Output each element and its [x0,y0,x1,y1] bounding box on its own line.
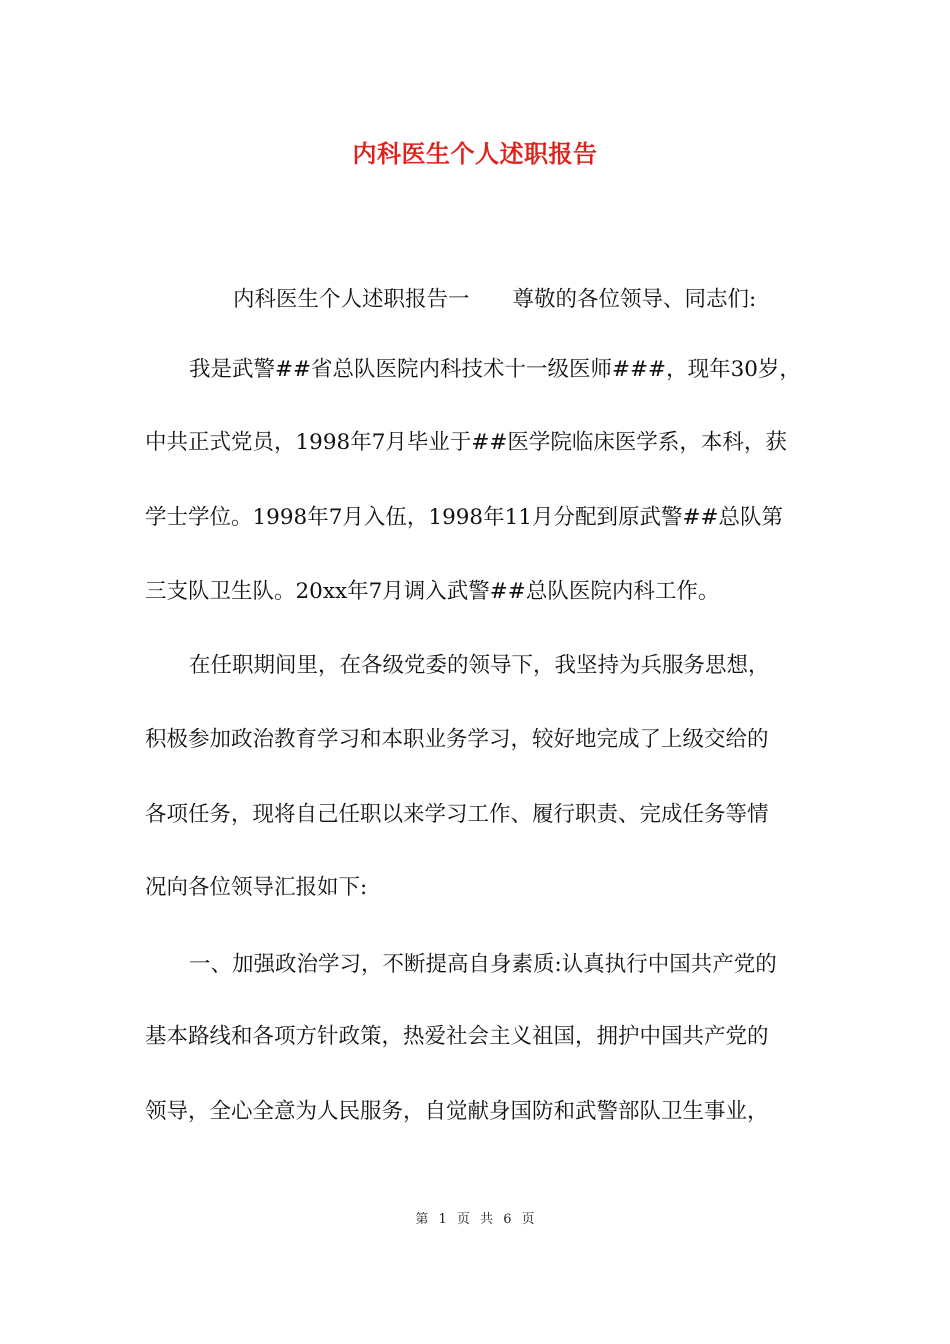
document-title: 内科医生个人述职报告 [352,139,598,168]
paragraph-line: 内科医生个人述职报告一 尊敬的各位领导、同志们: [233,287,757,312]
paragraph-line: 基本路线和各项方针政策，热爱社会主义祖国，拥护中国共产党的 [145,1024,769,1049]
paragraph-line: 况向各位领导汇报如下: [145,875,368,900]
paragraph-line: 一、加强政治学习，不断提高自身素质:认真执行中国共产党的 [189,952,777,977]
paragraph-line: 领导，全心全意为人民服务，自觉献身国防和武警部队卫生事业， [145,1099,769,1124]
paragraph-line: 在任职期间里，在各级党委的领导下，我坚持为兵服务思想， [189,653,770,678]
paragraph-line: 三支队卫生队。20xx年7月调入武警##总队医院内科工作。 [145,579,720,604]
paragraph-line: 我是武警##省总队医院内科技术十一级医师###，现年30岁， [189,357,801,382]
paragraph-line: 学士学位。1998年7月入伍，1998年11月分配到原武警##总队第 [145,505,784,530]
paragraph-line: 中共正式党员，1998年7月毕业于##医学院临床医学系，本科，获 [145,430,787,455]
page-footer: 第 1 页 共 6 页 [415,1212,535,1227]
paragraph-line: 各项任务，现将自己任职以来学习工作、履行职责、完成任务等情 [145,802,769,827]
paragraph-line: 积极参加政治教育学习和本职业务学习，较好地完成了上级交给的 [145,727,769,752]
